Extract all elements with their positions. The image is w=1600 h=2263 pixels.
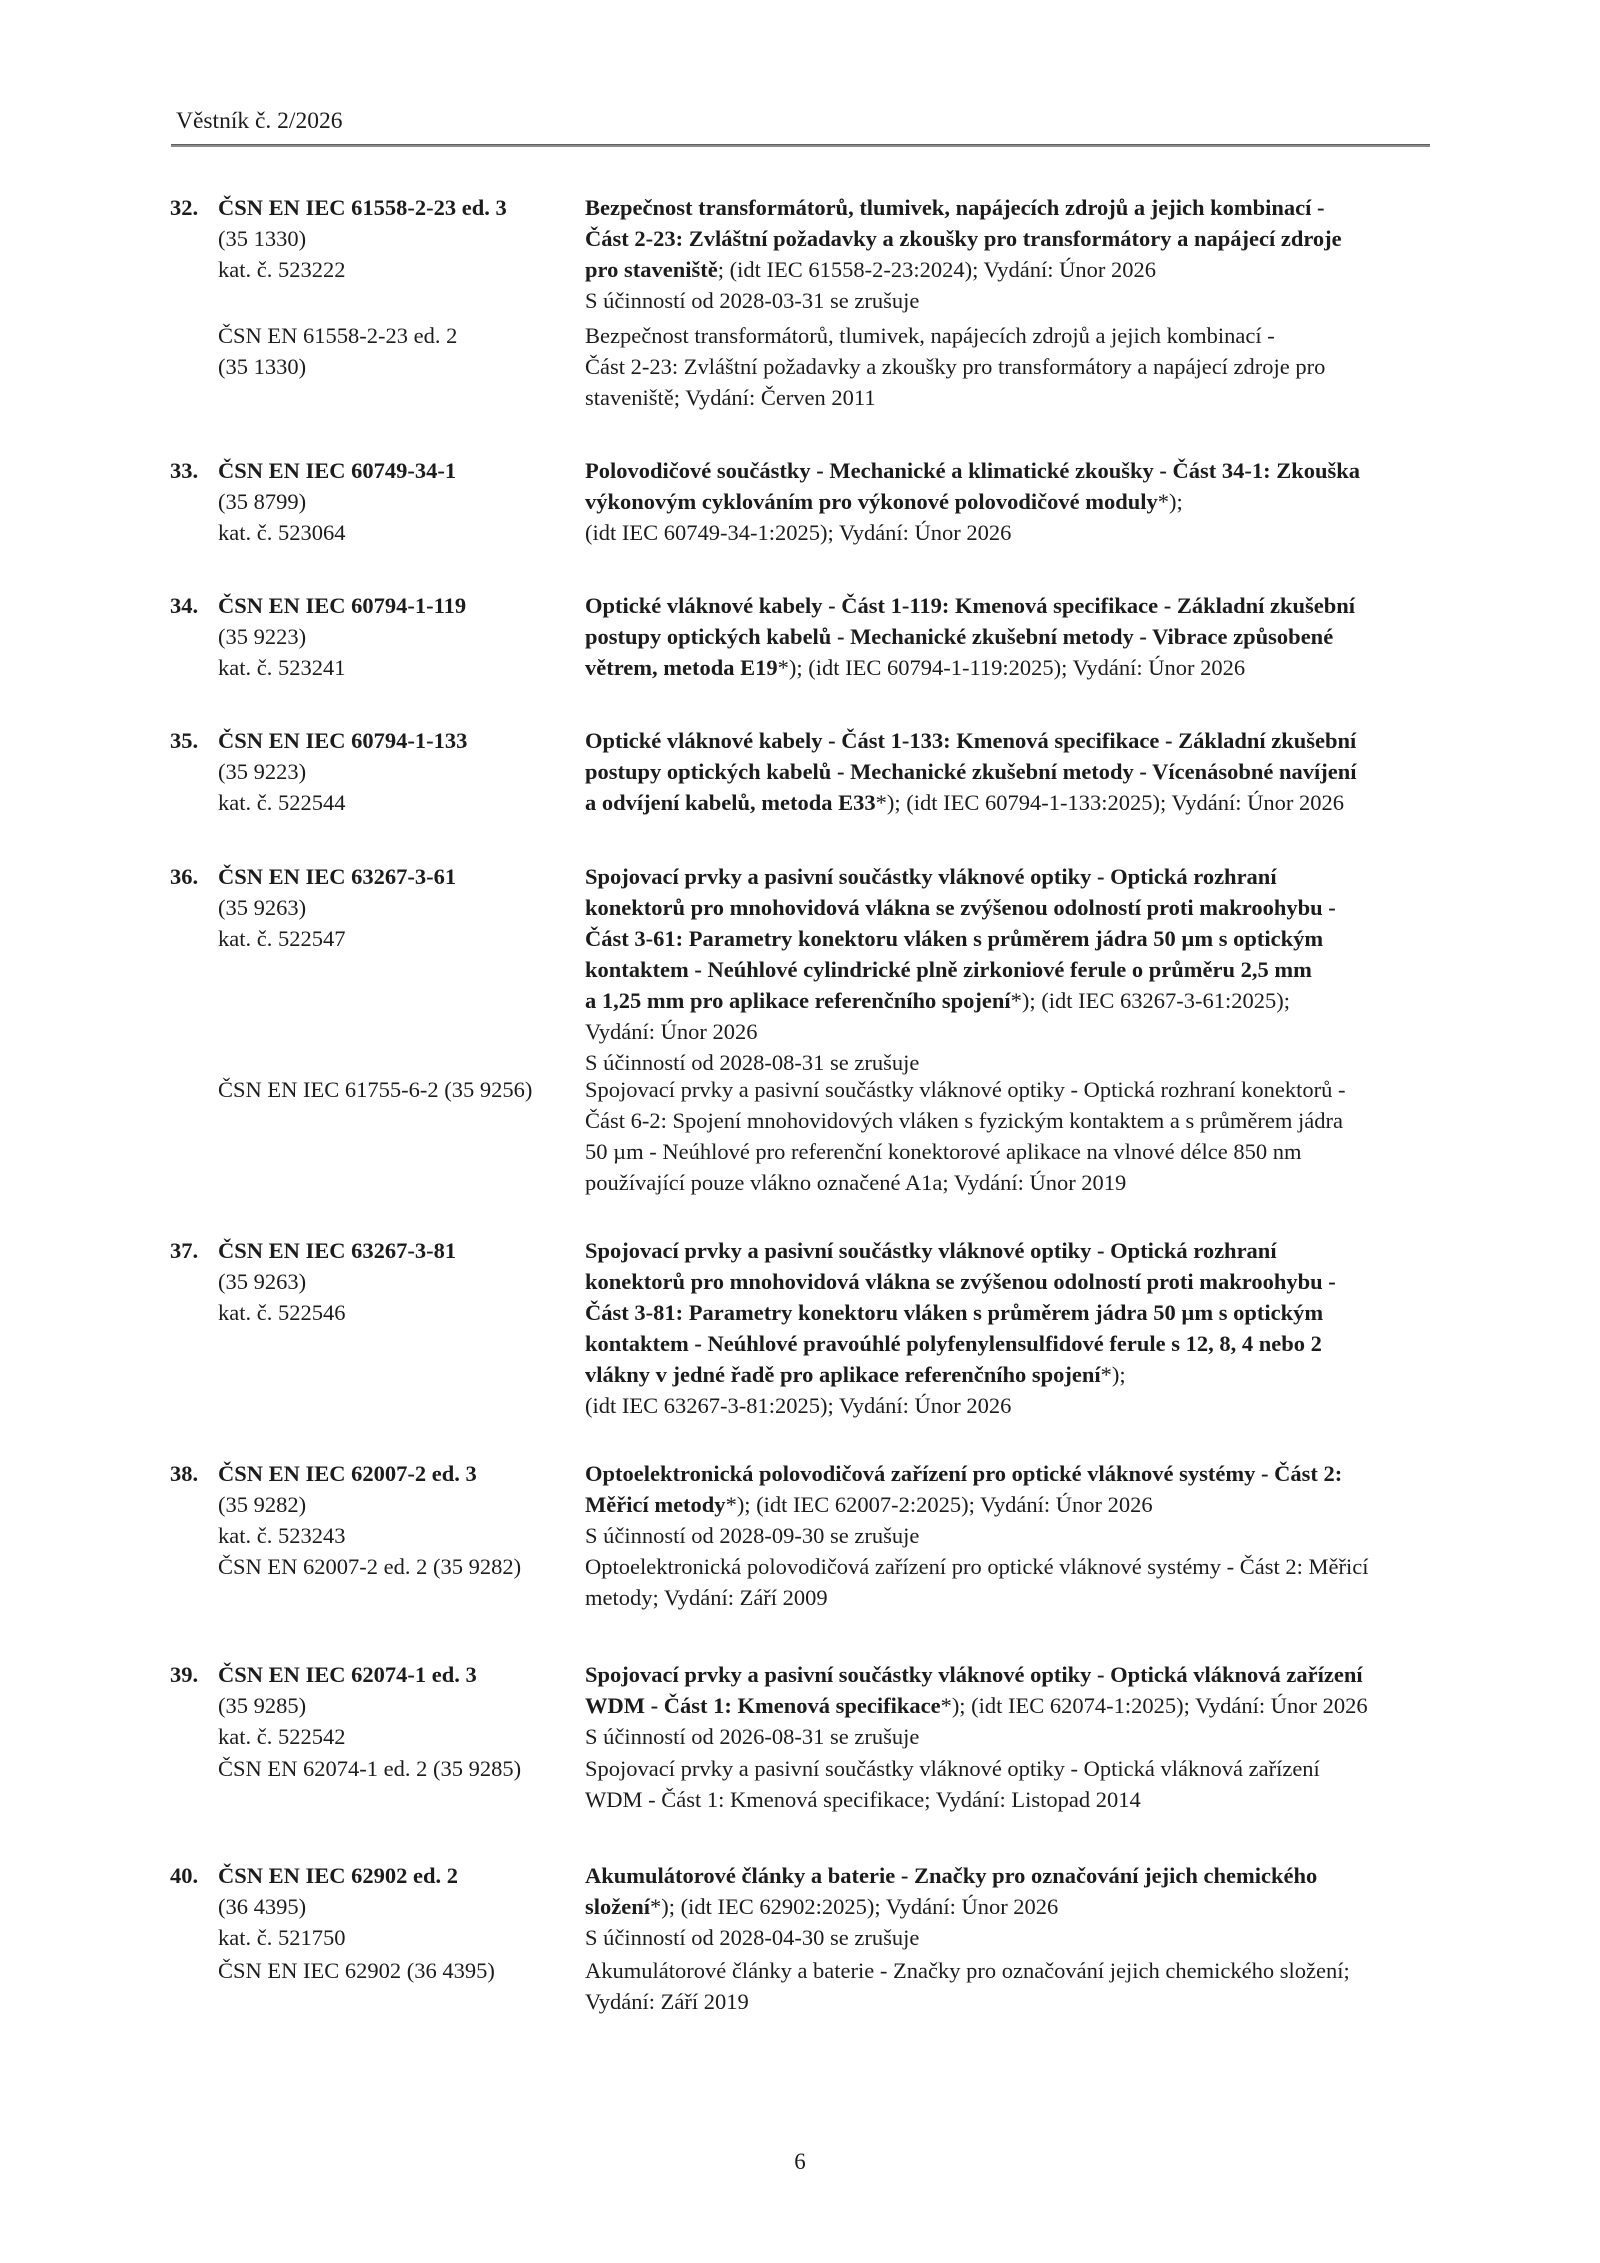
title-line — [585, 1489, 1445, 1520]
standard-entry — [170, 590, 1445, 683]
title-line — [585, 892, 1445, 923]
title-bold-segment: Část 2-23: Zvláštní požadavky a zkoušky pro transformátory a napájecí zdroje — [585, 226, 1342, 251]
title-regular-segment: Bezpečnost transformátorů, tlumivek, napájecích zdrojů a jejich kombinací - — [585, 323, 1275, 348]
item-number: 36. — [170, 864, 199, 889]
item-number: 37. — [170, 1238, 199, 1263]
standard-designation: ČSN EN IEC 60794-1-133 — [218, 728, 468, 753]
title-bold-segment: Spojovací prvky a pasivní součástky vláknové optiky - Optická rozhraní — [585, 1238, 1277, 1263]
title-regular-segment: (idt IEC 63267-3-81:2025); Vydání: Únor 2026 — [585, 1393, 1012, 1418]
replaced-standard-entry — [170, 1753, 1445, 1815]
standard-designation: ČSN EN IEC 61558-2-23 ed. 3 — [218, 195, 507, 220]
title-line — [585, 1136, 1445, 1167]
class-code: (35 9263) — [218, 895, 307, 920]
title-bold-segment: Část 3-61: Parametry konektoru vláken s průměrem jádra 50 µm s optickým — [585, 926, 1324, 951]
title-line — [585, 1458, 1445, 1489]
title-line — [585, 517, 1445, 548]
title-bold-segment: Měřicí metody — [585, 1492, 726, 1517]
title-line — [585, 1690, 1445, 1721]
title-regular-segment: Optoelektronická polovodičová zařízení pro optické vláknové systémy - Část 2: Měřicí — [585, 1554, 1369, 1579]
class-code: (35 1330) — [218, 354, 307, 379]
standard-designation: ČSN EN 61558-2-23 ed. 2 — [218, 323, 458, 348]
title-regular-segment: Akumulátorové články a baterie - Značky pro označování jejich chemického složení; — [585, 1958, 1350, 1983]
entry-left-column — [170, 1074, 585, 1105]
replaced-standard-entry — [170, 1955, 1445, 2017]
entry-left-column — [170, 590, 585, 683]
standard-designation: ČSN EN 62074-1 ed. 2 (35 9285) — [218, 1756, 522, 1781]
title-line — [585, 486, 1445, 517]
catalog-number: kat. č. 523222 — [218, 257, 346, 282]
class-code: (35 9223) — [218, 759, 307, 784]
entry-text-column — [585, 192, 1445, 316]
item-number: 35. — [170, 728, 199, 753]
entry-text-column — [585, 1551, 1445, 1613]
class-code: (35 8799) — [218, 489, 307, 514]
title-line — [585, 223, 1445, 254]
title-regular-segment: *); (idt IEC 62074-1:2025); Vydání: Únor 2026 — [940, 1693, 1368, 1718]
title-line — [585, 1266, 1445, 1297]
entry-text-column — [585, 1659, 1445, 1752]
entry-left-column — [170, 1458, 585, 1551]
title-bold-segment: pro staveniště — [585, 257, 718, 282]
entry-text-column — [585, 455, 1445, 548]
item-number: 40. — [170, 1863, 199, 1888]
entry-text-column — [585, 590, 1445, 683]
entry-text-column — [585, 1860, 1445, 1953]
title-line — [585, 1167, 1445, 1198]
title-bold-segment: kontaktem - Neúhlové pravoúhlé polyfenylensulfidové ferule s 12, 8, 4 nebo 2 — [585, 1331, 1322, 1356]
title-regular-segment: S účinností od 2028-09-30 se zrušuje — [585, 1523, 920, 1548]
title-line — [585, 320, 1445, 351]
title-line — [585, 652, 1445, 683]
title-regular-segment: staveniště; Vydání: Červen 2011 — [585, 385, 876, 410]
title-line — [585, 923, 1445, 954]
entry-left-column — [170, 861, 585, 954]
title-line — [585, 285, 1445, 316]
standard-entry — [170, 861, 1445, 1078]
title-regular-segment: *); (idt IEC 62902:2025); Vydání: Únor 2026 — [650, 1894, 1059, 1919]
title-regular-segment: WDM - Část 1: Kmenová specifikace; Vydání: Listopad 2014 — [585, 1787, 1141, 1812]
entry-left-column — [170, 1955, 585, 1986]
title-bold-segment: konektorů pro mnohovidová vlákna se zvýšenou odolností proti makroohybu - — [585, 1269, 1336, 1294]
title-bold-segment: větrem, metoda E19 — [585, 655, 778, 680]
title-line — [585, 1582, 1445, 1613]
entry-left-column — [170, 320, 585, 382]
entry-left-column — [170, 1659, 585, 1752]
title-regular-segment: Část 6-2: Spojení mnohovidových vláken s fyzickým kontaktem a s průměrem jádra — [585, 1108, 1343, 1133]
title-regular-segment: Spojovací prvky a pasivní součástky vláknové optiky - Optická vláknová zařízení — [585, 1756, 1320, 1781]
catalog-number: kat. č. 522547 — [218, 926, 346, 951]
title-line — [585, 1753, 1445, 1784]
standard-designation: ČSN EN IEC 62902 ed. 2 — [218, 1863, 459, 1888]
standard-entry — [170, 1458, 1445, 1551]
title-line — [585, 1235, 1445, 1266]
title-regular-segment: (idt IEC 60749-34-1:2025); Vydání: Únor 2026 — [585, 520, 1012, 545]
title-regular-segment: *); — [1100, 1362, 1126, 1387]
title-line — [585, 1860, 1445, 1891]
catalog-number: kat. č. 523241 — [218, 655, 346, 680]
class-code: (35 9223) — [218, 624, 307, 649]
title-bold-segment: Akumulátorové články a baterie - Značky pro označování jejich chemického — [585, 1863, 1318, 1888]
catalog-number: kat. č. 522542 — [218, 1724, 346, 1749]
title-regular-segment: 50 µm - Neúhlové pro referenční konektorové aplikace na vlnové délce 850 nm — [585, 1139, 1302, 1164]
title-bold-segment: Optoelektronická polovodičová zařízení pro optické vláknové systémy - Část 2: — [585, 1461, 1343, 1486]
title-bold-segment: postupy optických kabelů - Mechanické zkušební metody - Vibrace způsobené — [585, 624, 1334, 649]
title-bold-segment: WDM - Část 1: Kmenová specifikace — [585, 1693, 941, 1718]
title-regular-segment: *); (idt IEC 62007-2:2025); Vydání: Únor 2026 — [725, 1492, 1153, 1517]
title-bold-segment: vlákny v jedné řadě pro aplikace referenčního spojení — [585, 1362, 1101, 1387]
standard-entry — [170, 725, 1445, 818]
title-line — [585, 1016, 1445, 1047]
title-bold-segment: Spojovací prvky a pasivní součástky vláknové optiky - Optická vláknová zařízení — [585, 1662, 1363, 1687]
title-regular-segment: S účinností od 2028-04-30 se zrušuje — [585, 1925, 920, 1950]
catalog-number: kat. č. 522546 — [218, 1300, 346, 1325]
entry-text-column — [585, 1074, 1445, 1198]
page-number: 6 — [794, 2149, 806, 2174]
title-line — [585, 254, 1445, 285]
title-bold-segment: kontaktem - Neúhlové cylindrické plně zirkoniové ferule o průměru 2,5 mm — [585, 957, 1312, 982]
title-bold-segment: Spojovací prvky a pasivní součástky vláknové optiky - Optická rozhraní — [585, 864, 1277, 889]
item-number: 32. — [170, 195, 199, 220]
entry-left-column — [170, 455, 585, 548]
title-bold-segment: a 1,25 mm pro aplikace referenčního spojení — [585, 988, 1011, 1013]
standard-designation: ČSN EN IEC 63267-3-61 — [218, 864, 457, 889]
entry-text-column — [585, 1235, 1445, 1421]
standard-designation: ČSN EN IEC 62007-2 ed. 3 — [218, 1461, 477, 1486]
page-header-title: Věstník č. 2/2026 — [176, 108, 343, 134]
title-line — [585, 1105, 1445, 1136]
item-number: 38. — [170, 1461, 199, 1486]
title-regular-segment: ; (idt IEC 61558-2-23:2024); Vydání: Únor 2026 — [717, 257, 1157, 282]
standard-designation: ČSN EN IEC 62074-1 ed. 3 — [218, 1662, 477, 1687]
title-regular-segment: S účinností od 2028-08-31 se zrušuje — [585, 1050, 920, 1075]
title-line — [585, 787, 1445, 818]
title-line — [585, 1551, 1445, 1582]
standard-designation: ČSN EN 62007-2 ed. 2 (35 9282) — [218, 1554, 522, 1579]
catalog-number: kat. č. 522544 — [218, 790, 346, 815]
title-line — [585, 985, 1445, 1016]
title-line — [585, 1659, 1445, 1690]
title-line — [585, 1359, 1445, 1390]
class-code: (35 9282) — [218, 1492, 307, 1517]
title-bold-segment: Část 3-81: Parametry konektoru vláken s průměrem jádra 50 µm s optickým — [585, 1300, 1324, 1325]
replaced-standard-entry — [170, 1074, 1445, 1198]
title-line — [585, 954, 1445, 985]
title-bold-segment: konektorů pro mnohovidová vlákna se zvýšenou odolností proti makroohybu - — [585, 895, 1336, 920]
catalog-number: kat. č. 523243 — [218, 1523, 346, 1548]
catalog-number: kat. č. 521750 — [218, 1925, 346, 1950]
title-regular-segment: metody; Vydání: Září 2009 — [585, 1585, 828, 1610]
standard-designation: ČSN EN IEC 63267-3-81 — [218, 1238, 457, 1263]
replaced-standard-entry — [170, 320, 1445, 413]
standard-designation: ČSN EN IEC 60749-34-1 — [218, 458, 457, 483]
title-line — [585, 861, 1445, 892]
title-line — [585, 590, 1445, 621]
entry-text-column — [585, 1753, 1445, 1815]
title-regular-segment: Vydání: Září 2019 — [585, 1989, 749, 2014]
item-number: 34. — [170, 593, 199, 618]
title-bold-segment: a odvíjení kabelů, metoda E33 — [585, 790, 876, 815]
title-line — [585, 351, 1445, 382]
class-code: (36 4395) — [218, 1894, 307, 1919]
standard-entry — [170, 1860, 1445, 1953]
standard-designation: ČSN EN IEC 60794-1-119 — [218, 593, 467, 618]
title-line — [585, 1328, 1445, 1359]
title-line — [585, 1784, 1445, 1815]
class-code: (35 1330) — [218, 226, 307, 251]
item-number: 33. — [170, 458, 199, 483]
entry-text-column — [585, 1458, 1445, 1551]
title-line — [585, 756, 1445, 787]
title-line — [585, 1922, 1445, 1953]
class-code: (35 9285) — [218, 1693, 307, 1718]
title-bold-segment: výkonovým cyklováním pro výkonové polovodičové moduly — [585, 489, 1158, 514]
entry-left-column — [170, 1235, 585, 1328]
title-regular-segment: Část 2-23: Zvláštní požadavky a zkoušky pro transformátory a napájecí zdroje pro — [585, 354, 1326, 379]
title-bold-segment: Optické vláknové kabely - Část 1-133: Kmenová specifikace - Základní zkušební — [585, 728, 1357, 753]
item-number: 39. — [170, 1662, 199, 1687]
title-bold-segment: Polovodičové součástky - Mechanické a klimatické zkoušky - Část 34-1: Zkouška — [585, 458, 1361, 483]
title-line — [585, 725, 1445, 756]
entry-left-column — [170, 1551, 585, 1582]
title-regular-segment: Vydání: Únor 2026 — [585, 1019, 758, 1044]
entry-text-column — [585, 861, 1445, 1078]
standard-entry — [170, 192, 1445, 316]
entry-left-column — [170, 1753, 585, 1784]
title-regular-segment: používající pouze vlákno označené A1a; Vydání: Únor 2019 — [585, 1170, 1127, 1195]
title-line — [585, 1390, 1445, 1421]
class-code: (35 9263) — [218, 1269, 307, 1294]
title-bold-segment: složení — [585, 1894, 650, 1919]
title-line — [585, 382, 1445, 413]
title-line — [585, 1986, 1445, 2017]
title-regular-segment: Spojovací prvky a pasivní součástky vláknové optiky - Optická rozhraní konektorů - — [585, 1077, 1346, 1102]
title-line — [585, 621, 1445, 652]
title-regular-segment: *); — [1157, 489, 1183, 514]
standard-designation: ČSN EN IEC 62902 (36 4395) — [218, 1958, 495, 1983]
title-regular-segment: S účinností od 2028-03-31 se zrušuje — [585, 288, 920, 313]
title-bold-segment: postupy optických kabelů - Mechanické zkušební metody - Vícenásobné navíjení — [585, 759, 1357, 784]
entry-left-column — [170, 192, 585, 285]
entry-text-column — [585, 725, 1445, 818]
replaced-standard-entry — [170, 1551, 1445, 1613]
title-bold-segment: Optické vláknové kabely - Část 1-119: Kmenová specifikace - Základní zkušební — [585, 593, 1356, 618]
standard-designation: ČSN EN IEC 61755-6-2 (35 9256) — [218, 1077, 533, 1102]
title-line — [585, 1721, 1445, 1752]
title-line — [585, 1891, 1445, 1922]
standard-entry — [170, 1659, 1445, 1752]
title-line — [585, 1074, 1445, 1105]
title-bold-segment: Bezpečnost transformátorů, tlumivek, napájecích zdrojů a jejich kombinací - — [585, 195, 1325, 220]
entry-text-column — [585, 320, 1445, 413]
title-line — [585, 1520, 1445, 1551]
title-line — [585, 1955, 1445, 1986]
standard-entry — [170, 455, 1445, 548]
entry-text-column — [585, 1955, 1445, 2017]
title-line — [585, 192, 1445, 223]
title-regular-segment: S účinností od 2026-08-31 se zrušuje — [585, 1724, 920, 1749]
standard-entry — [170, 1235, 1445, 1421]
title-line — [585, 455, 1445, 486]
title-regular-segment: *); (idt IEC 60794-1-119:2025); Vydání: Únor 2026 — [777, 655, 1246, 680]
title-line — [585, 1297, 1445, 1328]
entry-left-column — [170, 1860, 585, 1953]
catalog-number: kat. č. 523064 — [218, 520, 346, 545]
title-regular-segment: *); (idt IEC 60794-1-133:2025); Vydání: Únor 2026 — [875, 790, 1344, 815]
title-regular-segment: *); (idt IEC 63267-3-61:2025); — [1010, 988, 1290, 1013]
entry-left-column — [170, 725, 585, 818]
